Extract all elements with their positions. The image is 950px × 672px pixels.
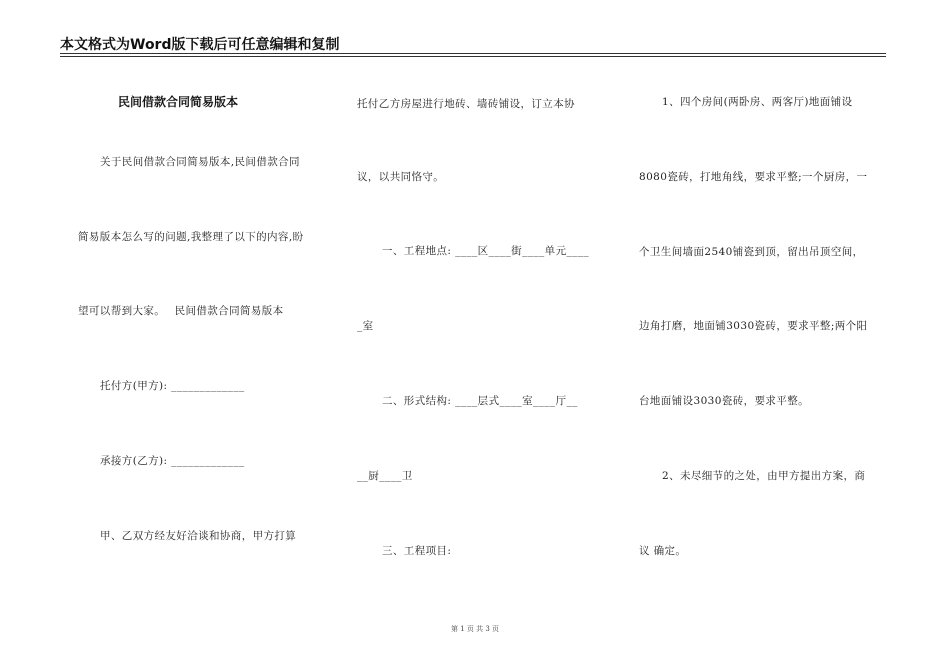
- paragraph-line: 托付乙方房屋进行地砖、墙砖铺设，订立本协: [357, 98, 575, 110]
- header-divider-secondary: [60, 56, 886, 57]
- paragraph-line: _室: [357, 320, 374, 332]
- paragraph-line: 甲、乙双方经友好洽谈和协商，甲方打算: [100, 530, 297, 542]
- paragraph-line: 1、四个房间(两卧房、两客厅)地面铺设: [662, 96, 853, 108]
- header-divider: [60, 53, 886, 54]
- paragraph-line: 简易版本怎么写的问题,我整理了以下的内容,盼: [78, 231, 304, 243]
- paragraph-line: 8080瓷砖，打地角线，要求平整;一个厨房，一: [639, 171, 868, 183]
- structure-form-line: 二、形式结构: ____层式____室____厅__: [382, 395, 578, 407]
- project-items-heading: 三、工程项目:: [382, 545, 452, 557]
- page-number: 第 1 页 共 3 页: [450, 625, 500, 633]
- document-header: 本文格式为Word版下载后可任意编辑和复制: [60, 37, 340, 53]
- paragraph-line: 个卫生间墙面2540铺瓷到顶，留出吊顶空间，: [639, 246, 864, 258]
- paragraph-line: 议，以共同恪守。: [357, 171, 445, 183]
- paragraph-line: 台地面铺设3030瓷砖，要求平整。: [639, 395, 810, 407]
- paragraph-line: __厨____卫: [357, 470, 413, 482]
- party-b-line: 承接方(乙方): _____________: [100, 455, 245, 467]
- paragraph-line: 边角打磨，地面铺3030瓷砖，要求平整;两个阳: [639, 320, 868, 332]
- paragraph-line: 关于民间借款合同简易版本,民间借款合同: [100, 156, 300, 168]
- document-title: 民间借款合同简易版本: [118, 95, 239, 109]
- paragraph-line: 望可以帮到大家。 民间借款合同简易版本: [78, 305, 284, 317]
- paragraph-line: 议 确定。: [639, 545, 687, 557]
- project-location-line: 一、工程地点: ____区____街____单元____: [382, 245, 590, 257]
- paragraph-line: 2、未尽细节的之处，由甲方提出方案，商: [662, 470, 866, 482]
- party-a-line: 托付方(甲方): _____________: [100, 380, 245, 392]
